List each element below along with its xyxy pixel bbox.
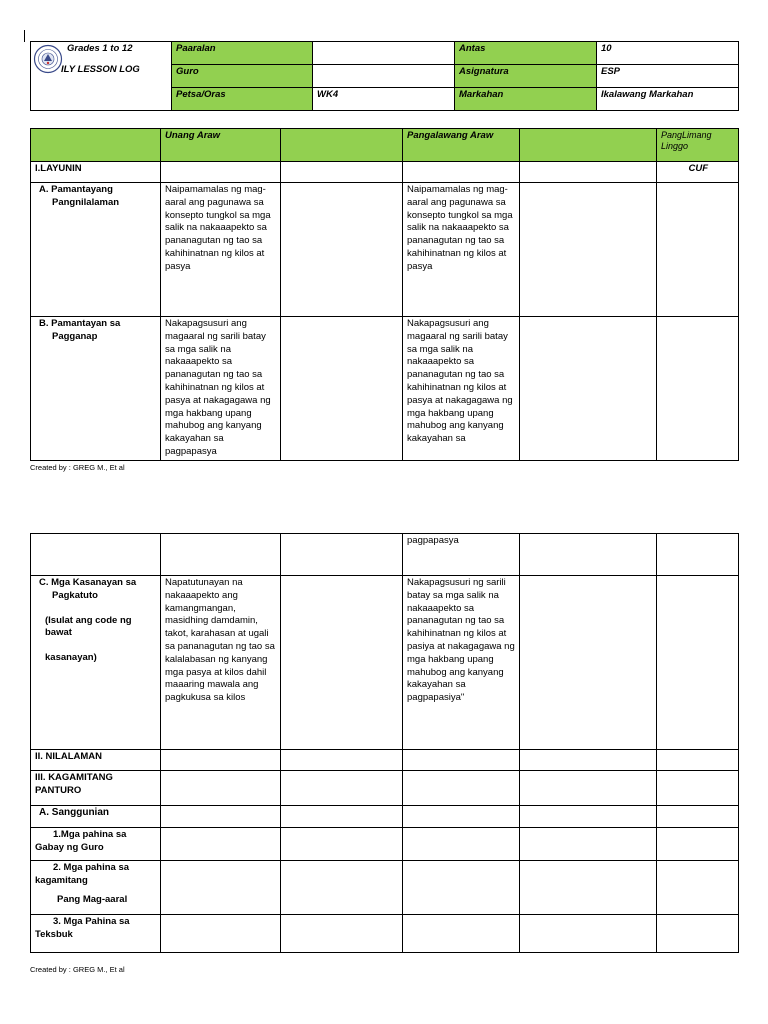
cell[interactable]: [520, 771, 657, 806]
row-label-line: C. Mga Kasanayan sa: [39, 577, 137, 588]
cell[interactable]: [403, 915, 520, 953]
school-value[interactable]: [313, 42, 455, 65]
section-kagamitang-panturo: III. KAGAMITANG PANTURO: [31, 771, 161, 806]
row-label-teksbuk: 3. Mga Pahina sa Teksbuk: [31, 915, 161, 953]
cell[interactable]: [403, 828, 520, 861]
row-label-line: Pangnilalaman: [52, 196, 120, 208]
content-cell-c-day1[interactable]: Napatutunayan na nakaaapekto ang kamangmangan, masidhing damdamin, takot, karahasan at ugali sa pananagutan ng tao sa kalalabasan ng kanyang mga pasya at kilos dahil maaaring mawala ang pagkukusa sa kilos: [161, 576, 281, 750]
cell[interactable]: [657, 183, 739, 317]
grade-label: Antas: [455, 42, 597, 65]
row-label-gabay-ng-guro: 1.Mga pahina sa Gabay ng Guro: [31, 828, 161, 861]
header-table: [30, 41, 739, 111]
cell[interactable]: [657, 915, 739, 953]
row-label-line: (Isulat ang code ng bawat: [45, 614, 132, 639]
row-label-kagamitang-pang-mag-aaral: [31, 861, 161, 915]
row-label-sanggunian: A. Sanggunian: [31, 806, 161, 828]
col-header-day5: PangLimang Linggo: [657, 129, 739, 162]
col-header-day1: Unang Araw: [161, 129, 281, 162]
content-cell-a-day1[interactable]: Naipamamalas ng mag-aaral ang pagunawa sa konsepto tungkol sa mga salik na nakaaapekto sa pananagutan ng tao sa kahihinatnan ng kilos at pasya: [161, 183, 281, 317]
cell[interactable]: [281, 750, 403, 771]
row-label-line: Pagkatuto: [52, 589, 98, 601]
col-header-day2: Pangalawang Araw: [403, 129, 520, 162]
text-cursor: [24, 30, 25, 42]
teacher-label: Guro: [172, 65, 313, 88]
date-label: Petsa/Oras: [172, 88, 313, 111]
corner-cell: [31, 129, 161, 162]
cell[interactable]: [657, 861, 739, 915]
lesson-log-title: ILY LESSON LOG: [61, 64, 140, 75]
cell[interactable]: [520, 183, 657, 317]
date-value[interactable]: WK4: [313, 88, 455, 111]
subject-value[interactable]: ESP: [597, 65, 739, 88]
cell[interactable]: [403, 771, 520, 806]
row-label-pamantayang-pangnilalaman: [31, 183, 161, 317]
content-cell-b-day2[interactable]: Nakapagsusuri ang magaaral ng sarili batay sa mga salik na nakaaapekto sa pananagutan ng tao sa kahihinatnan ng kilos at pasya at nakagagawa ng mga hakbang upang mahubog ang kanyang kakayahan sa: [403, 317, 520, 461]
cell[interactable]: [520, 861, 657, 915]
cell[interactable]: [161, 861, 281, 915]
cell[interactable]: [520, 750, 657, 771]
section-layunin: I.LAYUNIN: [31, 162, 161, 183]
cuf-label: CUF: [657, 162, 739, 183]
cell[interactable]: [281, 915, 403, 953]
subject-label: Asignatura: [455, 65, 597, 88]
cell[interactable]: [161, 828, 281, 861]
cell[interactable]: [657, 576, 739, 750]
cell[interactable]: [403, 750, 520, 771]
cell[interactable]: [657, 828, 739, 861]
logo-cell: [31, 42, 172, 111]
content-cell-continuation[interactable]: pagpapasya: [403, 534, 520, 576]
col-header-empty-1: [281, 129, 403, 162]
row-label-line: Pagganap: [52, 330, 98, 342]
content-cell-c-day2[interactable]: Nakapagsusuri ng sarili batay sa mga salik na nakaaapekto sa pananagutan ng tao sa kahihinatnan ng kilos at pasiya at nakagagawa ng mga hakbang upang mahubog ang kanyang kakayahan sa pagpapasiya": [403, 576, 520, 750]
content-cell-a-day2[interactable]: Naipamamalas ng mag-aaral ang pagunawa sa konsepto tungkol sa mga salik na nakaaapekto sa pananagutan ng tao sa kahihinatnan ng kilos at pasya: [403, 183, 520, 317]
cell[interactable]: [281, 162, 403, 183]
cell[interactable]: [657, 771, 739, 806]
row-label-line: B. Pamantayan sa: [39, 318, 121, 329]
cell[interactable]: [520, 576, 657, 750]
col-header-empty-2: [520, 129, 657, 162]
school-label: Paaralan: [172, 42, 313, 65]
cell[interactable]: [657, 317, 739, 461]
cell[interactable]: [520, 828, 657, 861]
quarter-label: Markahan: [455, 88, 597, 111]
cell[interactable]: [657, 806, 739, 828]
footer-credit: Created by : GREG M., Et al: [30, 463, 125, 472]
cell[interactable]: [281, 534, 403, 576]
footer-credit: Created by : GREG M., Et al: [30, 965, 125, 974]
deped-seal-icon: [33, 44, 63, 74]
cell[interactable]: [281, 183, 403, 317]
grade-value[interactable]: 10: [597, 42, 739, 65]
cell[interactable]: [520, 806, 657, 828]
row-label-line: Pang Mag-aaral: [57, 893, 128, 905]
lesson-table-page1: [30, 128, 739, 461]
grades-label: Grades 1 to 12: [67, 43, 133, 54]
quarter-value[interactable]: Ikalawang Markahan: [597, 88, 739, 111]
cell[interactable]: [403, 861, 520, 915]
cell[interactable]: [403, 162, 520, 183]
cell[interactable]: [161, 750, 281, 771]
lesson-table-page2: [30, 533, 739, 953]
cell[interactable]: [657, 750, 739, 771]
cell[interactable]: [520, 534, 657, 576]
cell[interactable]: [281, 861, 403, 915]
content-cell-b-day1[interactable]: Nakapagsusuri ang magaaral ng sarili batay sa mga salik na nakaaapekto sa pananagutan ng tao sa kahihinatnan ng kilos at pasya at nakagagawa ng mga hakbang upang mahubog ang kanyang kakayahan sa pagpapasya: [161, 317, 281, 461]
cell[interactable]: [161, 915, 281, 953]
cell[interactable]: [281, 806, 403, 828]
row-label-mga-kasanayan: [31, 576, 161, 750]
cell[interactable]: [281, 317, 403, 461]
cell[interactable]: [281, 828, 403, 861]
cell[interactable]: [161, 534, 281, 576]
teacher-value[interactable]: [313, 65, 455, 88]
row-label-pamantayan-sa-pagganap: [31, 317, 161, 461]
cell[interactable]: [403, 806, 520, 828]
cell[interactable]: [520, 915, 657, 953]
section-nilalaman: II. NILALAMAN: [31, 750, 161, 771]
row-label-line: 2. Mga pahina sa kagamitang: [35, 862, 130, 886]
cell[interactable]: [161, 806, 281, 828]
cell[interactable]: [281, 771, 403, 806]
cell[interactable]: [161, 771, 281, 806]
cell[interactable]: [161, 162, 281, 183]
cell[interactable]: [520, 317, 657, 461]
row-label-line: A. Pamantayang: [39, 184, 113, 195]
cell[interactable]: [31, 534, 161, 576]
cell[interactable]: [281, 576, 403, 750]
cell[interactable]: [520, 162, 657, 183]
row-label-line: kasanayan): [45, 652, 97, 664]
cell[interactable]: [657, 534, 739, 576]
